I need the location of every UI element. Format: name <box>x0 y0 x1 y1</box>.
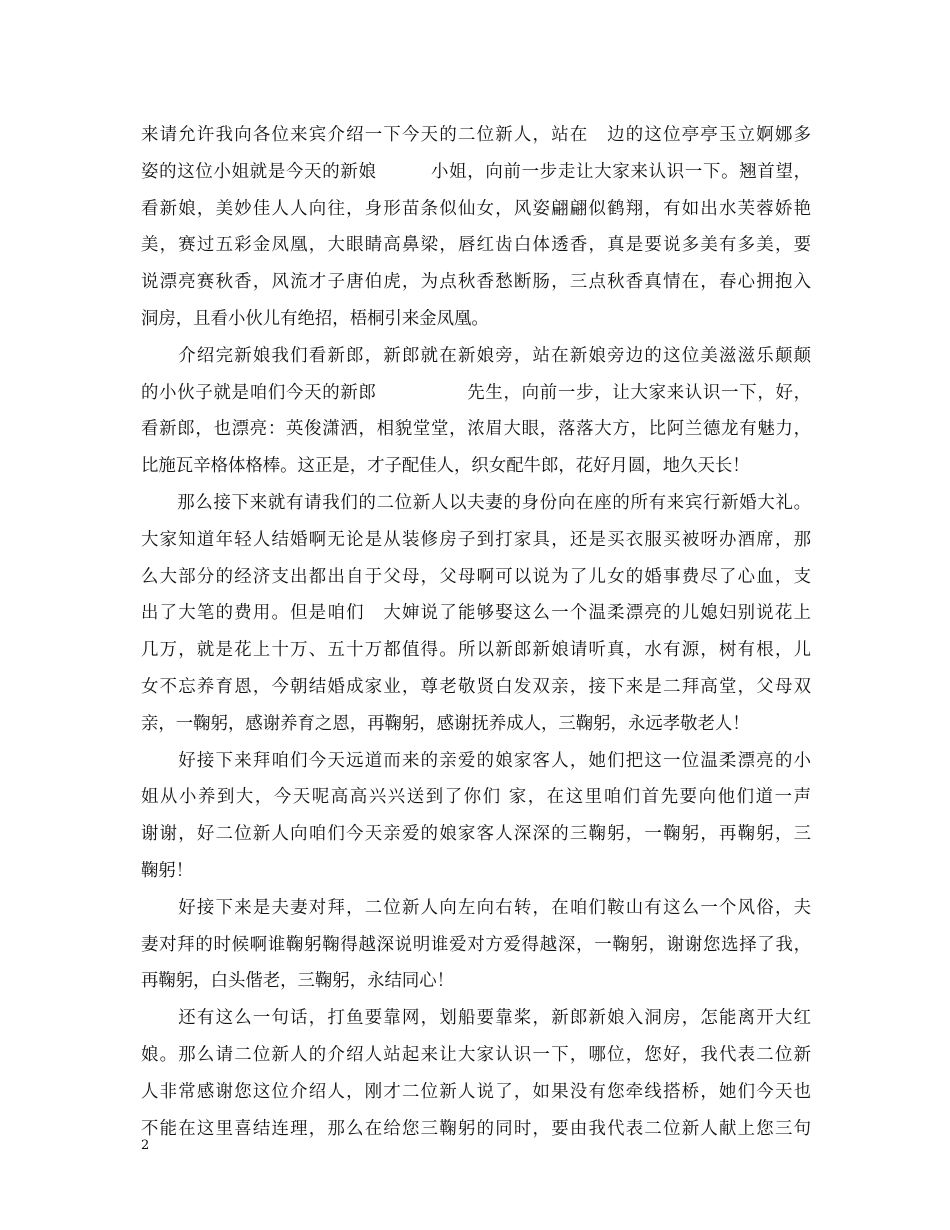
text-line: 鞠躬！ <box>141 860 194 881</box>
text-line: 说漂亮赛秋香，风流才子唐伯虎，为点秋香愁断肠，三点秋香真情在，春心拥抱入 <box>141 272 811 293</box>
text-line: 洞房，且看小伙儿有绝招，梧桐引来金凤凰。 <box>141 308 489 329</box>
page-number: 2 <box>141 1138 150 1153</box>
text-line: 好接下来是夫妻对拜，二位新人向左向右转，在咱们鞍山有这么一个风俗，夫 <box>141 897 811 918</box>
text-line: 那么接下来就有请我们的二位新人以夫妻的身份向在座的所有来宾行新婚大礼。 <box>141 492 811 513</box>
text-line: 姿的这位小姐就是今天的新娘 小姐，向前一步走让大家来认识一下。翘首望， <box>141 161 811 182</box>
text-line: 亲，一鞠躬，感谢养育之恩，再鞠躬，感谢抚养成人，三鞠躬，永远孝敬老人！ <box>141 713 750 734</box>
text-line: 好接下来拜咱们今天远道而来的亲爱的娘家客人，她们把这一位温柔漂亮的小 <box>141 750 811 771</box>
text-line: 大家知道年轻人结婚啊无论是从装修房子到打家具，还是买衣服买被呀办酒席，那 <box>141 529 811 550</box>
text-line: 姐从小养到大，今天呢高高兴兴送到了你们 家，在这里咱们首先要向他们道一声 <box>141 787 811 808</box>
text-line: 还有这么一句话，打鱼要靠网，划船要靠桨，新郎新娘入洞房，怎能离开大红 <box>141 1008 811 1029</box>
text-line: 来请允许我向各位来宾介绍一下今天的二位新人，站在 边的这位亭亭玉立婀娜多 <box>141 125 811 145</box>
text-line: 几万，就是花上十万、五十万都值得。所以新郎新娘请听真，水有源，树有根，儿 <box>141 640 811 661</box>
text-line: 女不忘养育恩，今朝结婚成家业，尊老敬贤白发双亲，接下来是二拜高堂，父母双 <box>141 676 811 697</box>
text-line: 谢谢，好二位新人向咱们今天亲爱的娘家客人深深的三鞠躬，一鞠躬，再鞠躬，三 <box>141 824 811 845</box>
text-line: 看新娘，美妙佳人人向往，身形苗条似仙女，风姿翩翩似鹤翔，有如出水芙蓉娇艳 <box>141 198 811 219</box>
text-line: 不能在这里喜结连理，那么在给您三鞠躬的同时，要由我代表二位新人献上您三句 <box>141 1118 811 1139</box>
body-text <box>141 117 811 1147</box>
text-line: 介绍完新娘我们看新郎，新郎就在新娘旁，站在新娘旁边的这位美滋滋乐颠颠 <box>141 345 811 366</box>
text-line: 娘。那么请二位新人的介绍人站起来让大家认识一下，哪位，您好，我代表二位新 <box>141 1044 811 1065</box>
text-line: 出了大笔的费用。但是咱们 大婶说了能够娶这么一个温柔漂亮的儿媳妇别说花上 <box>141 603 811 624</box>
text-line: 么大部分的经济支出都出自于父母，父母啊可以说为了儿女的婚事费尽了心血，支 <box>141 566 811 587</box>
text-line: 再鞠躬，白头偕老，三鞠躬，永结同心！ <box>141 971 455 992</box>
text-line: 人非常感谢您这位介绍人，刚才二位新人说了，如果没有您牵线搭桥，她们今天也 <box>141 1081 811 1102</box>
text-line: 比施瓦辛格体格棒。这正是，才子配佳人，织女配牛郎，花好月圆，地久天长！ <box>141 456 750 477</box>
text-line: 妻对拜的时候啊谁鞠躬鞠得越深说明谁爱对方爱得越深，一鞠躬，谢谢您选择了我， <box>141 934 811 955</box>
text-line: 看新郎，也漂亮：英俊潇洒，相貌堂堂，浓眉大眼，落落大方，比阿兰德龙有魅力， <box>141 419 811 440</box>
text-line: 美，赛过五彩金凤凰，大眼睛高鼻梁，唇红齿白体透香，真是要说多美有多美，要 <box>141 235 811 256</box>
text-line: 的小伙子就是咱们今天的新郎 先生，向前一步，让大家来认识一下，好， <box>141 382 811 403</box>
